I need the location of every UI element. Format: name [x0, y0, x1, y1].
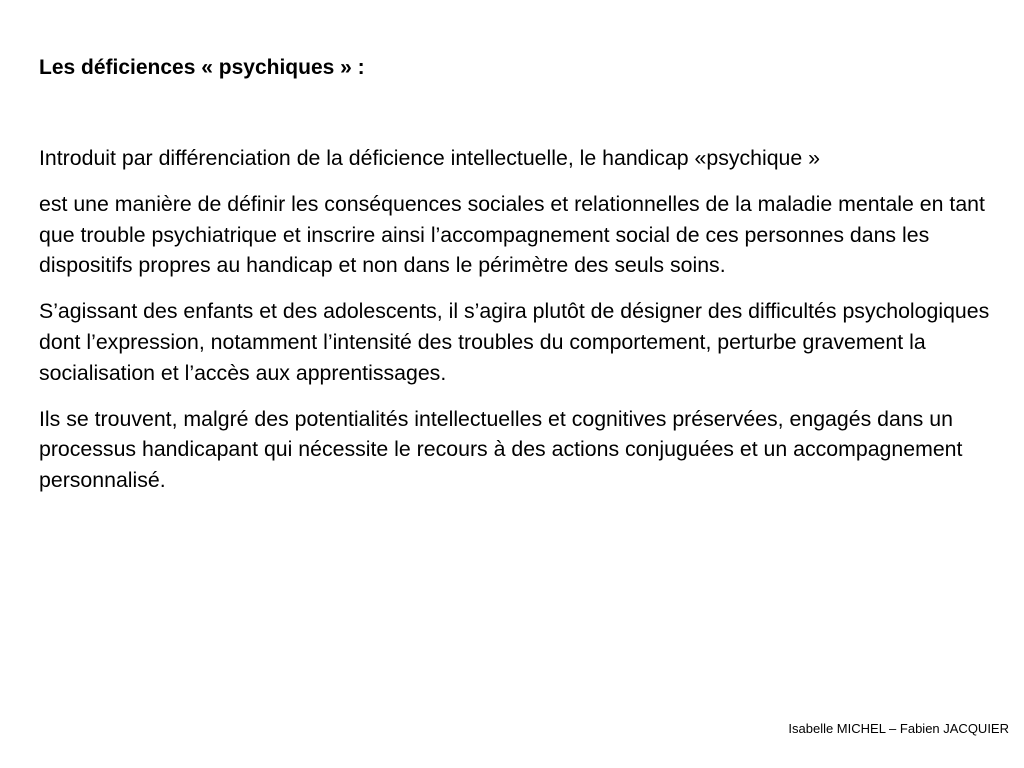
paragraph-definition: est une manière de définir les conséquences sociales et relationnelles de la maladie mentale en tant que trouble psychiatrique et inscrire ainsi l’accompagnement social de ces personnes dans les dispositifs propres au handicap et non dans le périmètre des seuls soins.	[39, 191, 985, 278]
slide-title: Les déficiences « psychiques » :	[39, 56, 365, 79]
slide-footer-authors: Isabelle MICHEL – Fabien JACQUIER	[788, 721, 1009, 736]
paragraph-process: Ils se trouvent, malgré des potentialités intellectuelles et cognitives préservées, engagés dans un processus handicapant qui nécessite le recours à des actions conjuguées et un accompagnement personnalisé.	[39, 406, 963, 493]
paragraph-intro: Introduit par différenciation de la déficience intellectuelle, le handicap «psychique »	[39, 146, 821, 170]
paragraph-children: S’agissant des enfants et des adolescents, il s’agira plutôt de désigner des difficultés psychologiques dont l’expression, notamment l’intensité des troubles du comportement, perturbe gravement la socialisation et l’accès aux apprentissages.	[39, 299, 990, 385]
slide-body	[39, 143, 1009, 511]
